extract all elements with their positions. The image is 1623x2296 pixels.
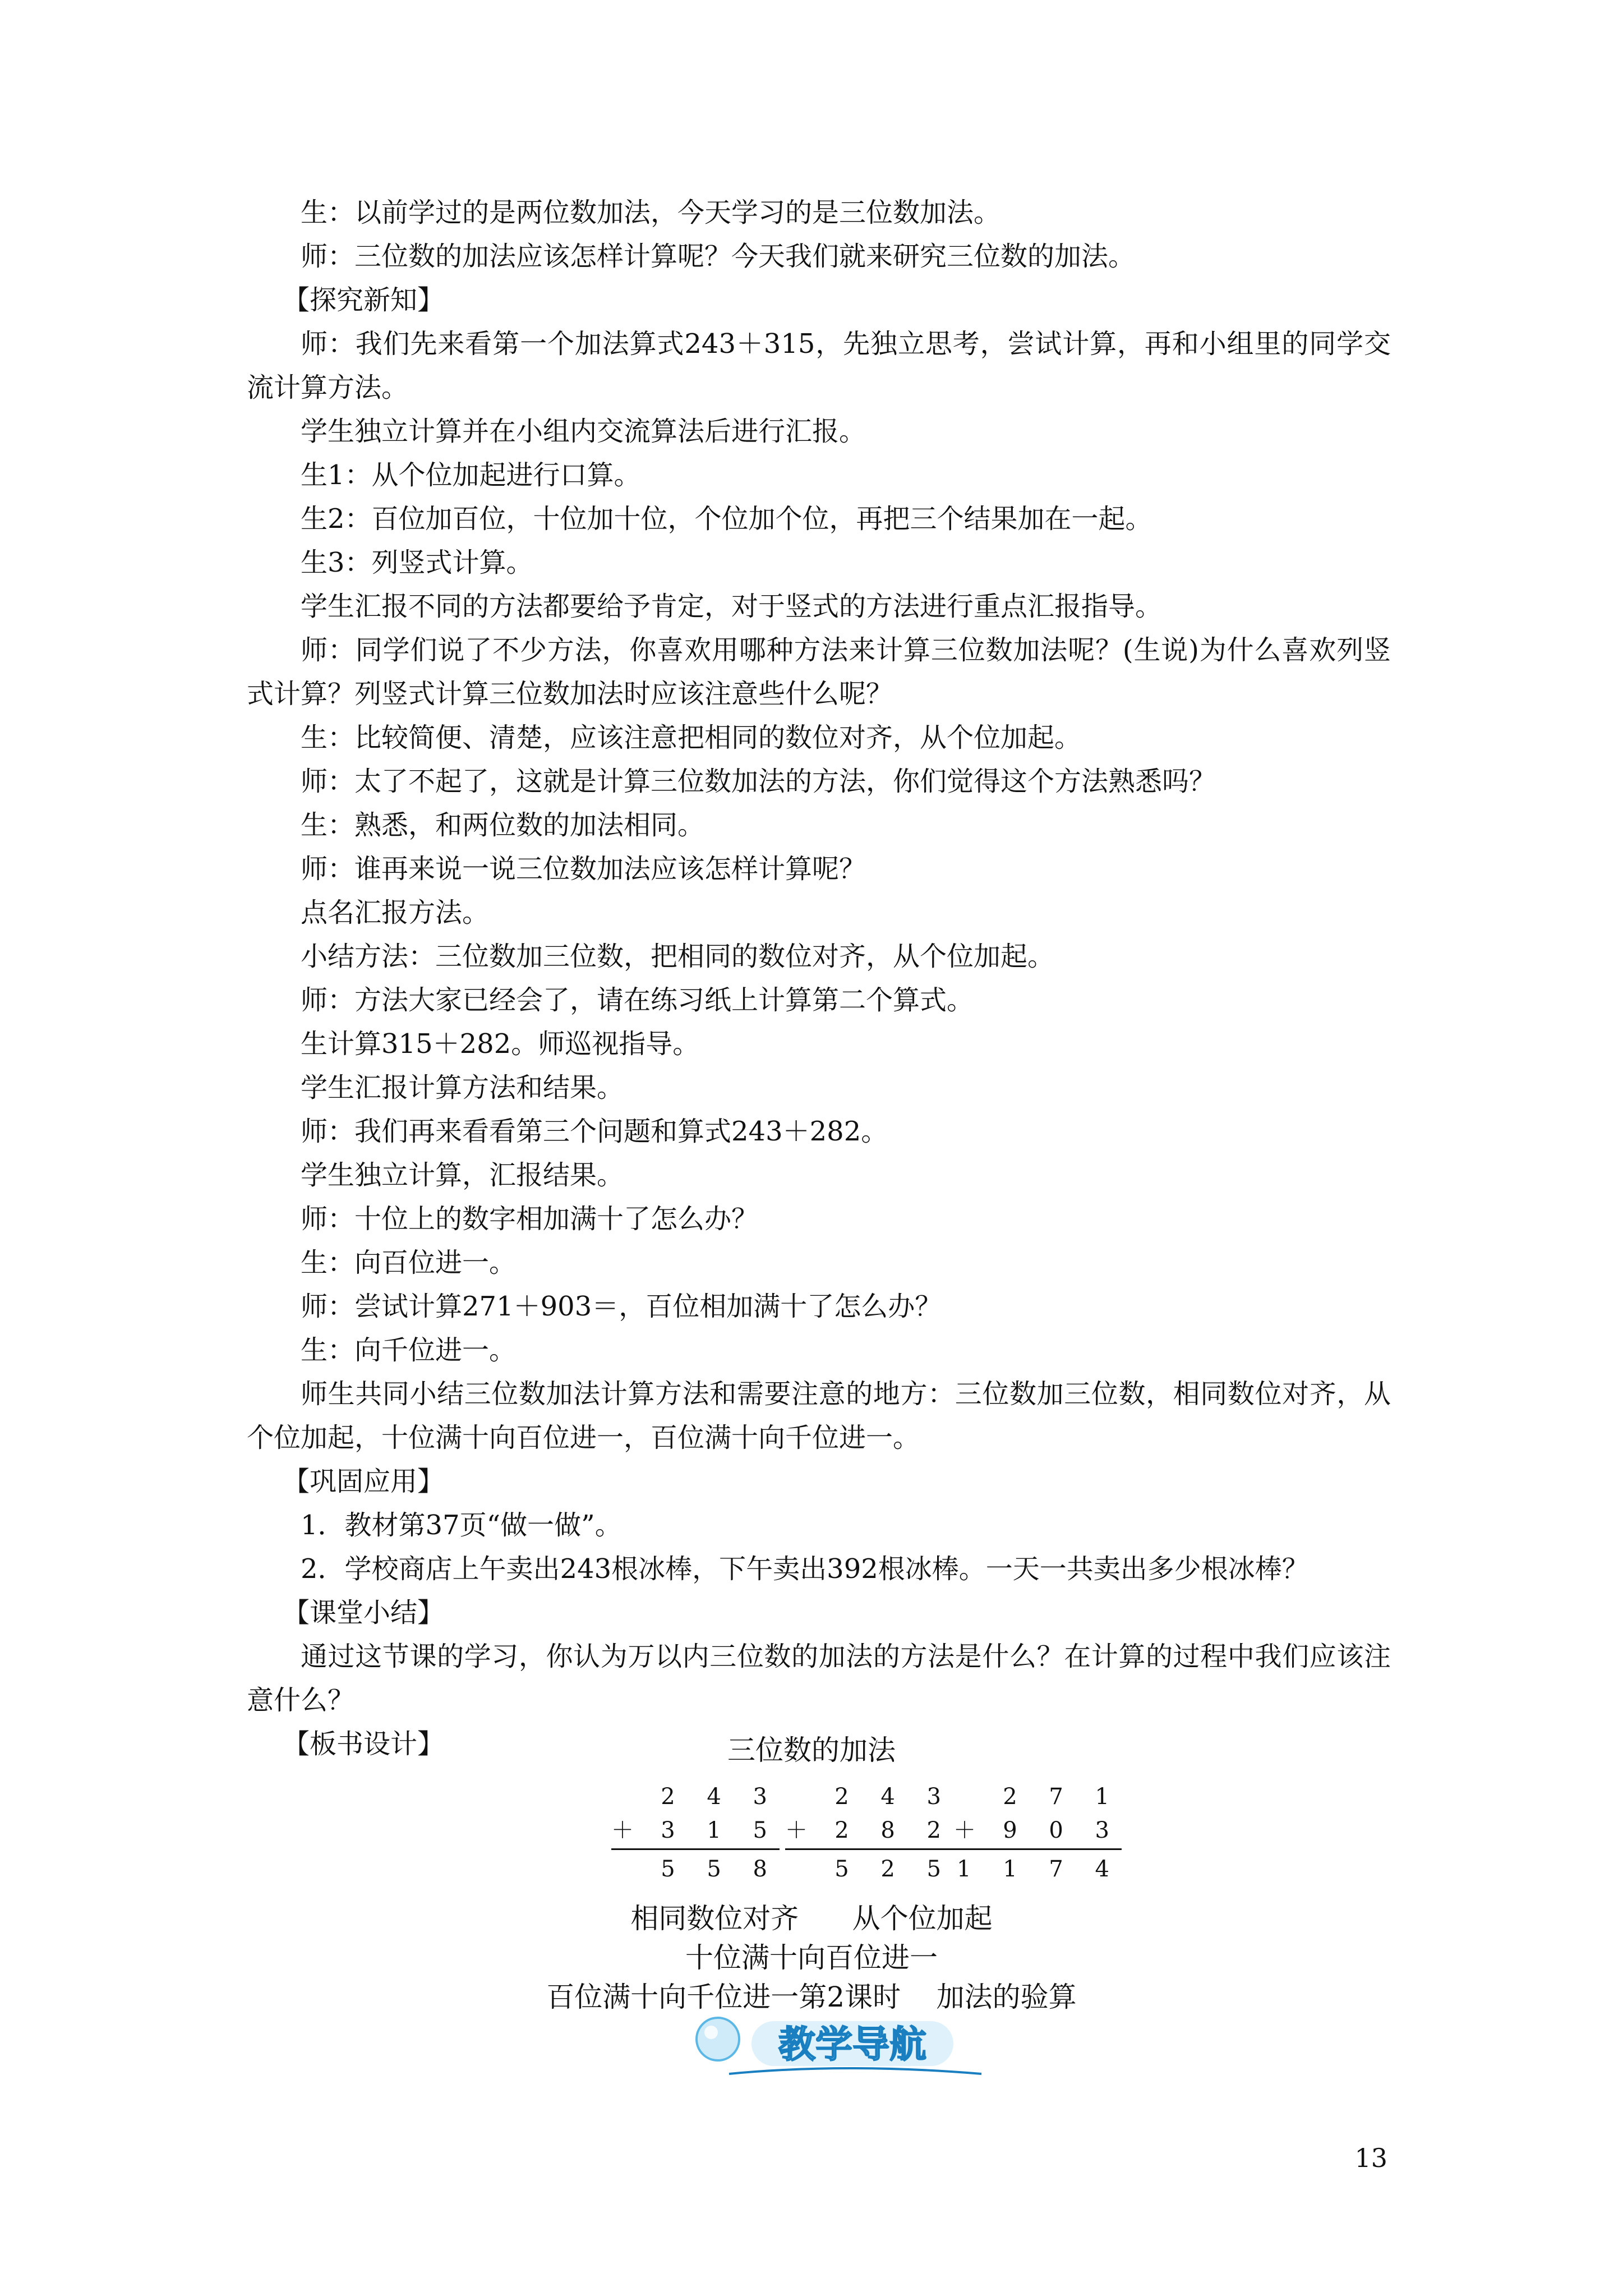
paragraph: 师：我们再来看看第三个问题和算式243＋282。 — [301, 1116, 888, 1147]
section-heading: 【课堂小结】 — [283, 1597, 445, 1628]
board-line-1: 相同数位对齐 从个位加起 — [630, 1902, 993, 1935]
paragraph: 师：尝试计算271＋903＝，百位相加满十了怎么办？ — [301, 1291, 942, 1322]
lesson-text — [247, 191, 1391, 1766]
paragraph: 2．学校商店上午卖出243根冰棒，下午卖出392根冰棒。一天一共卖出多少根冰棒？ — [301, 1553, 1309, 1585]
paragraph: 师：十位上的数字相加满十了怎么办？ — [301, 1203, 759, 1235]
teaching-guide-logo — [690, 2011, 1004, 2084]
paragraph: 师：三位数的加法应该怎样计算呢？今天我们就来研究三位数的加法。 — [301, 241, 1136, 272]
paragraph: 生：比较简便、清楚，应该注意把相同的数位对齐，从个位加起。 — [301, 722, 1082, 753]
section-heading: 【探究新知】 — [283, 284, 445, 316]
paragraph: 生：以前学过的是两位数加法，今天学习的是三位数加法。 — [301, 197, 1001, 228]
paragraph: 生：熟悉，和两位数的加法相同。 — [301, 809, 705, 841]
paragraph: 师生共同小结三位数加法计算方法和需要注意的地方：三位数加三位数，相同数位对齐，从个位加起，十位满十向百位进一，百位满十向千位进一。 — [247, 1378, 1391, 1453]
paragraph: 学生独立计算，汇报结果。 — [301, 1159, 624, 1191]
board-design — [0, 1731, 1623, 2013]
plus-sign: ＋ — [611, 1818, 646, 1843]
calc-rule — [785, 1848, 953, 1850]
calc-top: 2 7 1 — [1003, 1784, 1122, 1810]
calc-top: 2 4 3 — [661, 1784, 780, 1810]
paragraph: 通过这节课的学习，你认为万以内三位数的加法的方法是什么？在计算的过程中我们应该注意什么？ — [247, 1641, 1391, 1716]
logo-text: 教学导航 — [778, 2023, 926, 2066]
vertical-calc-2 — [785, 1780, 953, 1886]
calc-top: 2 4 3 — [834, 1784, 953, 1810]
calc-bottom-row — [785, 1814, 953, 1847]
plus-sign: ＋ — [785, 1818, 820, 1843]
calc-bottom-row — [953, 1814, 1122, 1847]
paragraph: 学生汇报计算方法和结果。 — [301, 1072, 624, 1103]
paragraph: 师：我们先来看第一个加法算式243＋315，先独立思考，尝试计算，再和小组里的同学交流计算方法。 — [247, 328, 1391, 403]
section-heading: 【板书设计】 — [283, 1728, 445, 1760]
vertical-calc-3 — [953, 1780, 1122, 1886]
paragraph: 师：太了不起了，这就是计算三位数加法的方法，你们觉得这个方法熟悉吗？ — [301, 766, 1216, 797]
board-line-3: 百位满十向千位进一第2课时 加法的验算 — [546, 1981, 1077, 2013]
calc-bottom: 9 0 3 — [1003, 1818, 1122, 1843]
section-heading: 【巩固应用】 — [283, 1466, 445, 1497]
calc-bottom: 2 8 2 — [834, 1818, 953, 1843]
paragraph: 生：向百位进一。 — [301, 1247, 517, 1278]
calc-bottom-row — [611, 1814, 780, 1847]
paragraph: 生1：从个位加起进行口算。 — [301, 459, 641, 491]
paragraph: 生：向千位进一。 — [301, 1335, 517, 1366]
logo-graphic — [690, 2011, 1004, 2084]
calc-bottom: 3 1 5 — [661, 1818, 780, 1843]
board-title: 三位数的加法 — [727, 1734, 896, 1766]
paragraph: 学生独立计算并在小组内交流算法后进行汇报。 — [301, 416, 866, 447]
paragraph: 师：方法大家已经会了，请在练习纸上计算第二个算式。 — [301, 984, 974, 1016]
calc-result: 1 1 7 4 — [957, 1856, 1122, 1882]
paragraph: 1．教材第37页“做一做”。 — [301, 1510, 622, 1541]
calc-result: 5 5 8 — [661, 1856, 780, 1882]
plus-sign: ＋ — [953, 1818, 988, 1843]
vertical-calc-1 — [611, 1780, 780, 1886]
calc-rule — [953, 1848, 1122, 1850]
paragraph: 师：谁再来说一说三位数加法应该怎样计算呢？ — [301, 853, 866, 885]
paragraph: 学生汇报不同的方法都要给予肯定，对于竖式的方法进行重点汇报指导。 — [301, 591, 1163, 622]
paragraph: 生计算315＋282。师巡视指导。 — [301, 1028, 700, 1060]
page-number: 13 — [1354, 2143, 1387, 2173]
board-line-2: 十位满十向百位进一 — [685, 1941, 938, 1974]
calc-result: 5 2 5 — [834, 1856, 953, 1882]
paragraph: 生3：列竖式计算。 — [301, 547, 533, 578]
paragraph: 师：同学们说了不少方法，你喜欢用哪种方法来计算三位数加法呢？(生说)为什么喜欢列竖式计算？列竖式计算三位数加法时应该注意些什么呢？ — [247, 634, 1391, 710]
paragraph: 生2：百位加百位，十位加十位，个位加个位，再把三个结果加在一起。 — [301, 503, 1152, 535]
paragraph: 小结方法：三位数加三位数，把相同的数位对齐，从个位加起。 — [301, 941, 1055, 972]
calc-rule — [611, 1848, 780, 1850]
paragraph: 点名汇报方法。 — [301, 897, 490, 928]
